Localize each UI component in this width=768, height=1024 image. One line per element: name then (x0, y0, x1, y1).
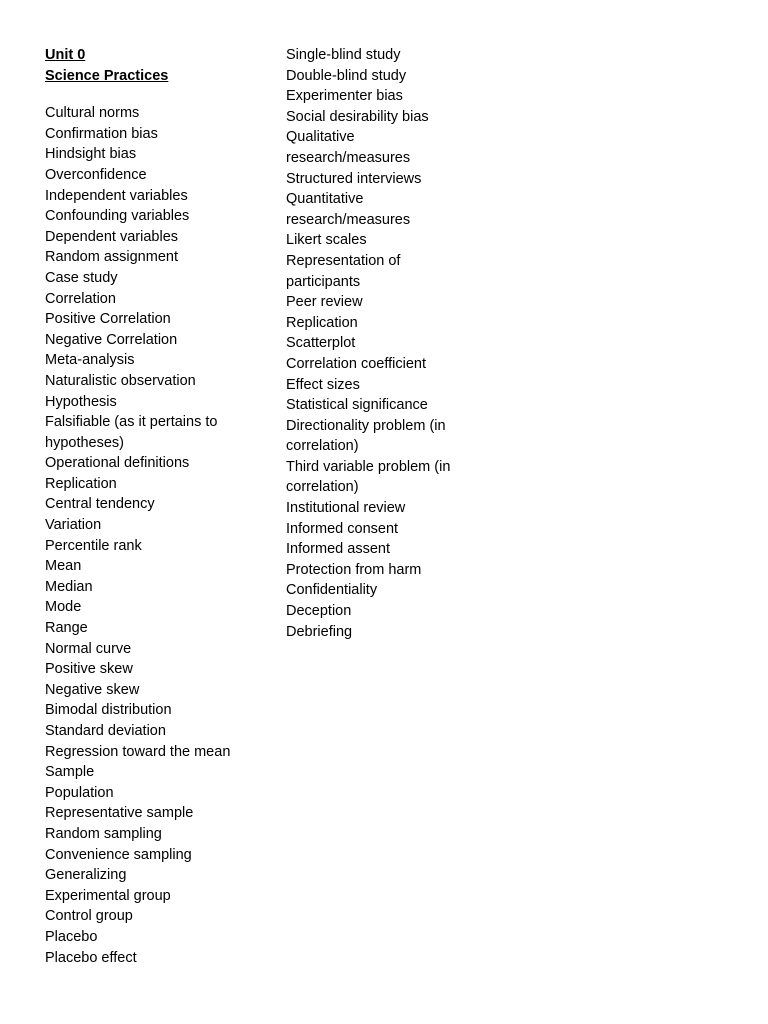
term-item: Structured interviews (286, 170, 422, 187)
term-item: Third variable problem (in correlation) (286, 458, 451, 496)
term-item: Double-blind study (286, 67, 407, 84)
term-item: Percentile rank (45, 537, 142, 554)
term-item: Quantitative research/measures (286, 191, 411, 228)
term-item: Cultural norms (45, 105, 140, 122)
right-column (286, 45, 476, 642)
term-item: Standard deviation (45, 723, 166, 739)
term-item: Statistical significance (286, 397, 428, 414)
term-item: Independent variables (45, 187, 188, 204)
term-item: Hypothesis (45, 393, 117, 410)
term-item: Confidentiality (286, 582, 378, 599)
term-item: Directionality problem (in correlation) (286, 417, 446, 455)
term-item: Confounding variables (45, 208, 190, 225)
term-item: Dependent variables (45, 228, 179, 245)
term-item: Negative skew (45, 681, 140, 698)
term-item: Falsifiable (as it pertains to hypotheses) (45, 414, 218, 451)
term-item: Placebo effect (45, 949, 137, 966)
term-item: Meta-analysis (45, 352, 135, 369)
term-item: Control group (45, 908, 133, 925)
term-item: Representative sample (45, 805, 194, 822)
term-item: Informed consent (286, 520, 399, 537)
term-item: Mean (45, 558, 82, 575)
term-item: Overconfidence (45, 166, 147, 183)
term-item: Experimenter bias (286, 88, 403, 105)
term-item: Negative Correlation (45, 331, 178, 348)
term-item: Convenience sampling (45, 846, 192, 863)
term-item: Scatterplot (286, 335, 356, 352)
left-column (45, 45, 275, 968)
term-item: Likert scales (286, 232, 367, 249)
term-item: Placebo (45, 928, 98, 945)
term-item: Experimental group (45, 887, 171, 904)
unit-heading: Unit 0 (45, 47, 86, 63)
term-item: Naturalistic observation (45, 372, 196, 389)
term-item: Deception (286, 603, 352, 620)
term-item: Operational definitions (45, 455, 190, 472)
term-item: Institutional review (286, 500, 406, 517)
term-item: Hindsight bias (45, 146, 137, 163)
term-item: Random assignment (45, 249, 178, 266)
term-item: Bimodal distribution (45, 702, 172, 719)
term-item: Range (45, 620, 88, 637)
term-item: Qualitative research/measures (286, 129, 411, 166)
term-list-right (286, 45, 476, 642)
term-item: Confirmation bias (45, 125, 158, 142)
term-item: Population (45, 784, 114, 801)
term-item: Correlation (45, 290, 116, 307)
term-item: Case study (45, 269, 118, 286)
term-item: Regression toward the mean (45, 743, 231, 760)
term-item: Informed assent (286, 541, 390, 558)
term-item: Generalizing (45, 867, 127, 884)
term-item: Single-blind study (286, 47, 401, 63)
term-item: Protection from harm (286, 561, 422, 578)
term-item: Positive skew (45, 661, 133, 678)
term-item: Random sampling (45, 825, 162, 842)
page-title: Science Practices (45, 67, 169, 84)
term-item: Positive Correlation (45, 311, 171, 328)
term-item: Normal curve (45, 640, 132, 657)
term-item: Replication (286, 314, 358, 331)
heading-spacer (45, 86, 275, 103)
term-item: Replication (45, 475, 117, 492)
term-item: Debriefing (286, 623, 353, 640)
term-list-left (45, 103, 275, 968)
term-item: Effect sizes (286, 376, 360, 393)
term-item: Median (45, 578, 93, 595)
term-item: Mode (45, 599, 82, 616)
term-item: Central tendency (45, 496, 155, 513)
term-item: Social desirability bias (286, 108, 429, 125)
term-item: Variation (45, 517, 102, 534)
term-item: Sample (45, 764, 95, 781)
term-item: Correlation coefficient (286, 355, 426, 372)
term-item: Representation of participants (286, 252, 401, 290)
term-item: Peer review (286, 294, 363, 311)
